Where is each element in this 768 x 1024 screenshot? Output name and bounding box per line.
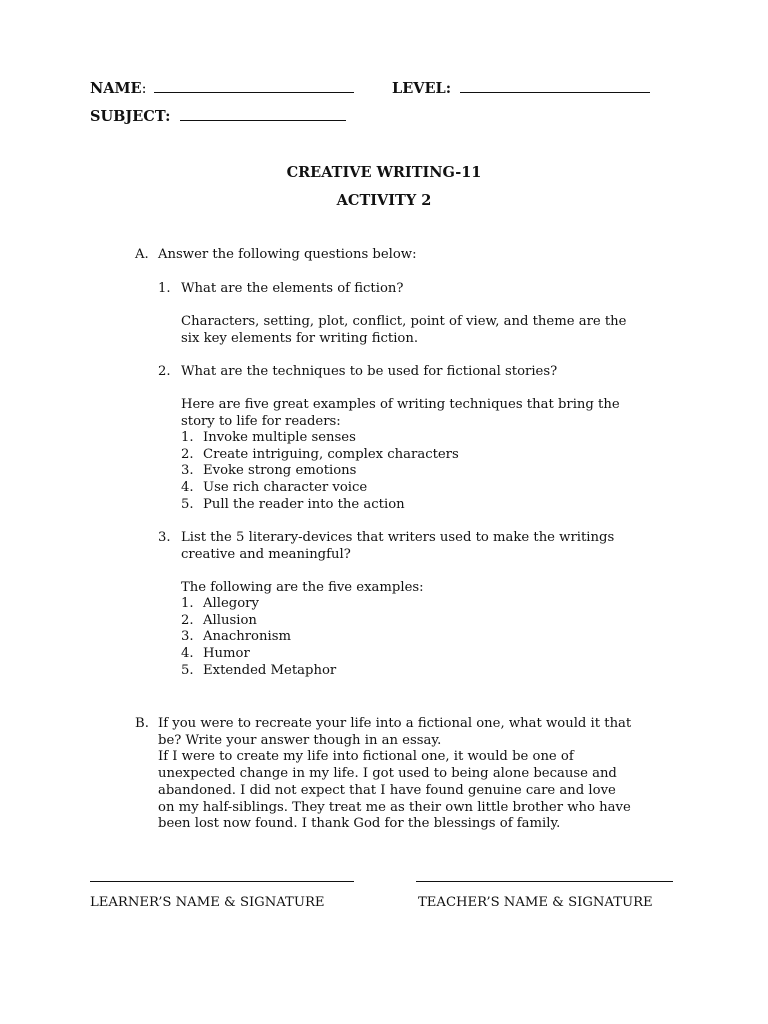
learner-signature-line[interactable] <box>90 881 354 882</box>
level-blank-line[interactable] <box>460 80 650 93</box>
list-item: 4. Humor <box>181 646 250 662</box>
name-label: NAME <box>90 80 142 97</box>
level-label: LEVEL: <box>392 80 452 97</box>
section-b-marker: B. <box>135 716 149 731</box>
essay-line: on my half-siblings. They treat me as their own little brother who have <box>158 799 631 815</box>
essay-line: If I were to create my life into fictional one, it would be one of <box>158 749 574 765</box>
question-1-number: 1. <box>158 281 171 296</box>
question-1-text: What are the elements of fiction? <box>181 281 404 296</box>
essay-line: abandoned. I did not expect that I have found genuine care and love <box>158 782 616 798</box>
section-a-marker: A. <box>135 247 149 262</box>
question-2-text: What are the techniques to be used for fictional stories? <box>181 364 558 379</box>
list-item: 4. Use rich character voice <box>181 480 368 496</box>
answer-1-line: Characters, setting, plot, conflict, point of view, and theme are the <box>181 314 627 329</box>
subject-label: SUBJECT: <box>90 108 171 125</box>
answer-2-line: Here are five great examples of writing techniques that bring the <box>181 397 620 412</box>
literary-devices-list <box>181 596 336 680</box>
name-field <box>90 80 354 97</box>
section-a-heading: Answer the following questions below: <box>158 247 417 262</box>
answer-2-line: story to life for readers: <box>181 413 341 429</box>
document-title: CREATIVE WRITING-11 <box>286 164 482 181</box>
list-item: 1. Allegory <box>181 596 259 611</box>
list-item: 1. Invoke multiple senses <box>181 430 356 445</box>
answer-2 <box>181 397 677 430</box>
learner-signature-label: LEARNER’S NAME & SIGNATURE <box>90 895 325 910</box>
list-item: 3. Evoke strong emotions <box>181 463 357 479</box>
answer-1 <box>181 314 677 347</box>
level-field <box>392 80 650 97</box>
question-3-line: List the 5 literary-devices that writers used to make the writings <box>181 530 615 545</box>
teacher-signature-label: TEACHER’S NAME & SIGNATURE <box>418 895 653 910</box>
section-b-essay <box>158 716 677 833</box>
teacher-signature-line[interactable] <box>416 881 673 882</box>
list-item: 2. Allusion <box>181 612 257 628</box>
subject-field <box>90 108 346 125</box>
essay-line: If you were to recreate your life into a fictional one, what would it that <box>158 716 632 731</box>
name-colon: : <box>141 81 147 97</box>
essay-line: been lost now found. I thank God for the blessings of family. <box>158 816 561 832</box>
subject-blank-line[interactable] <box>180 108 346 121</box>
list-item: 5. Extended Metaphor <box>181 662 337 678</box>
question-3-text <box>181 530 677 563</box>
essay-line: unexpected change in my life. I got used to being alone because and <box>158 766 617 782</box>
essay-line: be? Write your answer though in an essay. <box>158 732 442 748</box>
answer-1-line: six key elements for writing fiction. <box>181 330 419 346</box>
techniques-list <box>181 430 459 514</box>
list-item: 5. Pull the reader into the action <box>181 496 405 512</box>
list-item: 3. Anachronism <box>181 629 291 645</box>
activity-title: ACTIVITY 2 <box>336 192 432 209</box>
name-blank-line[interactable] <box>154 80 354 93</box>
answer-3-intro: The following are the five examples: <box>181 580 424 595</box>
list-item: 2. Create intriguing, complex characters <box>181 446 459 462</box>
question-2-number: 2. <box>158 364 171 379</box>
question-3-number: 3. <box>158 530 171 545</box>
question-3-line: creative and meaningful? <box>181 546 351 562</box>
